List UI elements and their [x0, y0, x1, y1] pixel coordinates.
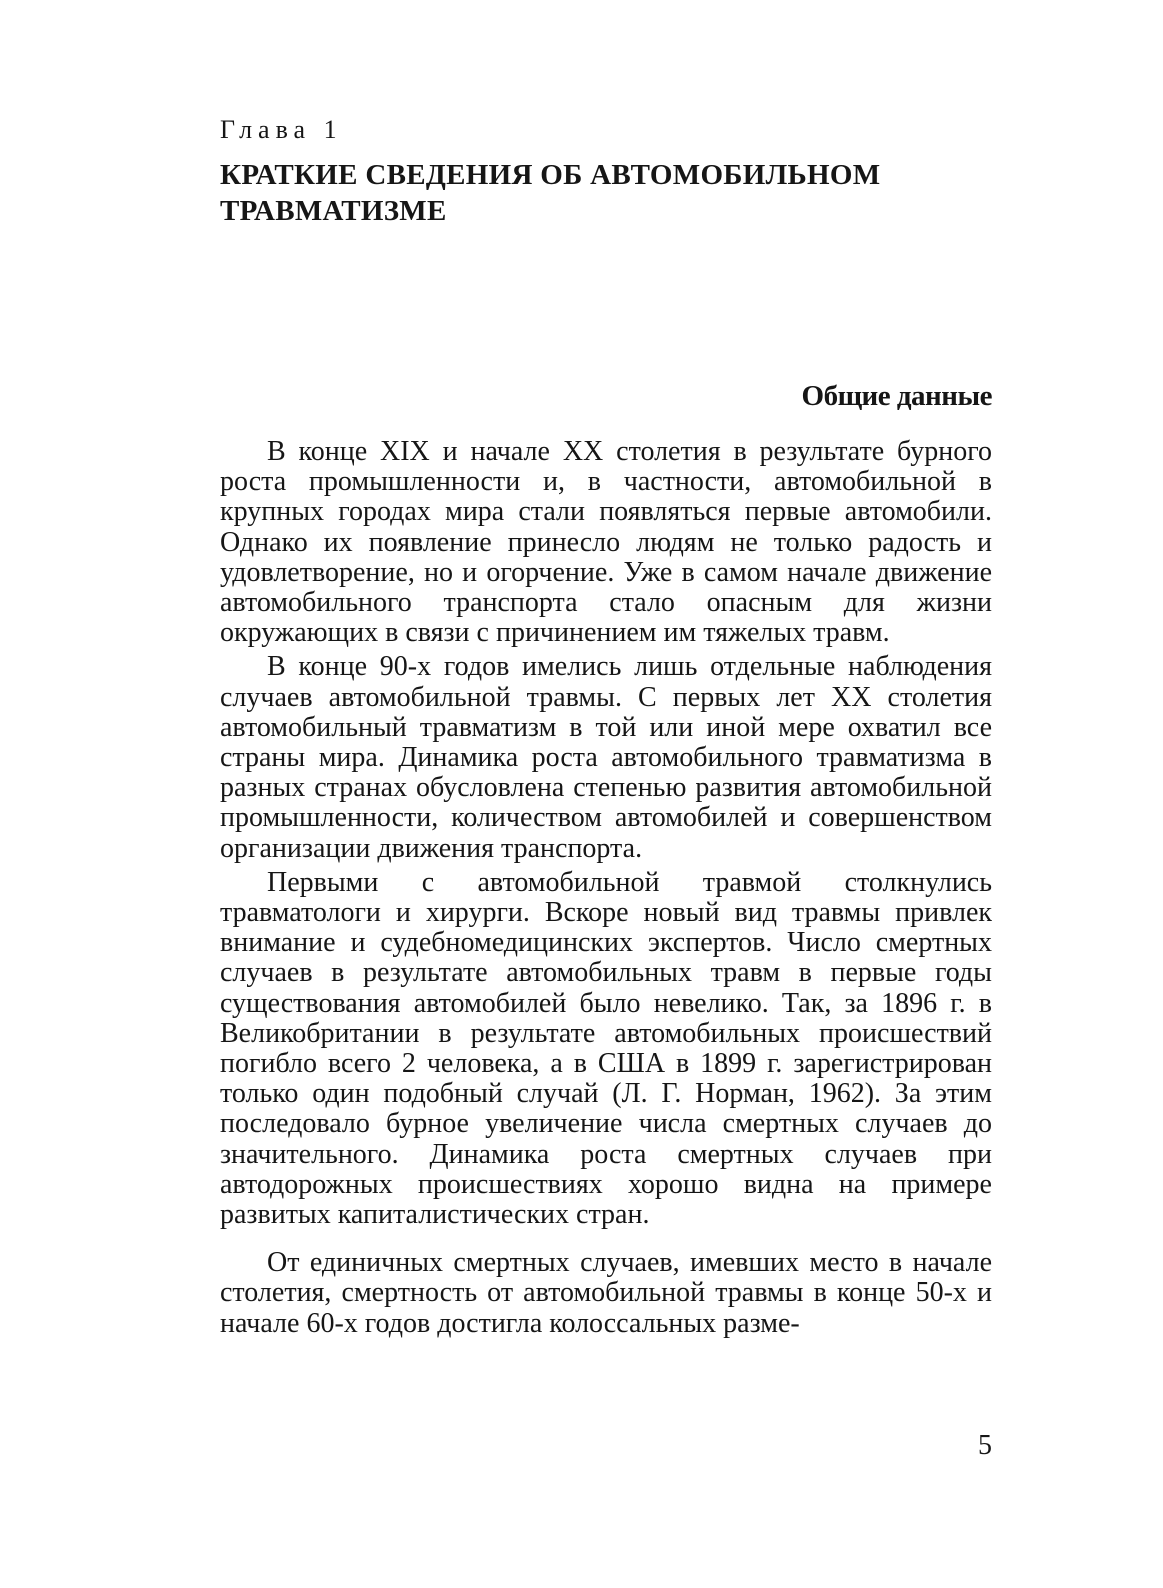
chapter-label: Глава 1: [220, 115, 343, 144]
paragraph-3: Первыми с автомобильной травмой столкнулись травматологи и хирурги. Вскоре новый вид травмы привлек внимание и судебномедицинских экспертов. Число смертных случаев в результате автомобильных травм в первые годы существования автомобилей было невелико. Так, за 1896 г. в Великобритании в результате автомобильных происшествий погибло всего 2 человека, а в США в 1899 г. зарегистрирован только один подобный случай (Л. Г. Норман, 1962). За этим последовало бурное увеличение числа смертных случаев до значительного. Динамика роста смертных случаев при автодорожных происшествиях хорошо видна на примере развитых капиталистических стран.: [220, 866, 992, 1231]
chapter-title: КРАТКИЕ СВЕДЕНИЯ ОБ АВТОМОБИЛЬНОМ ТРАВМАТИЗМЕ: [220, 159, 881, 227]
page-number: 5: [978, 1430, 992, 1461]
section-heading: Общие данные: [801, 380, 992, 412]
paragraph-1: В конце XIX и начале XX столетия в результате бурного роста промышленности и, в частности, автомобильной в крупных городах мира стали появляться первые автомобили. Однако их появление принесло людям не только радость и удовлетворение, но и огорчение. Уже в самом начале движение автомобильного транспорта стало опасным для жизни окружающих в связи с причинением им тяжелых травм.: [220, 436, 992, 649]
paragraph-2: В конце 90-х годов имелись лишь отдельные наблюдения случаев автомобильной травмы. С первых лет XX столетия автомобильный травматизм в той или иной мере охватил все страны мира. Динамика роста автомобильного травматизма в разных странах обусловлена степенью развития автомобильной промышленности, количеством автомобилей и совершенством организации движения транспорта.: [220, 651, 992, 864]
body-text: [220, 437, 992, 1343]
paragraph-4: От единичных смертных случаев, имевших место в начале столетия, смертность от автомобильной травмы в конце 50-х и начале 60-х годов достигла колоссальных разме-: [220, 1247, 992, 1339]
